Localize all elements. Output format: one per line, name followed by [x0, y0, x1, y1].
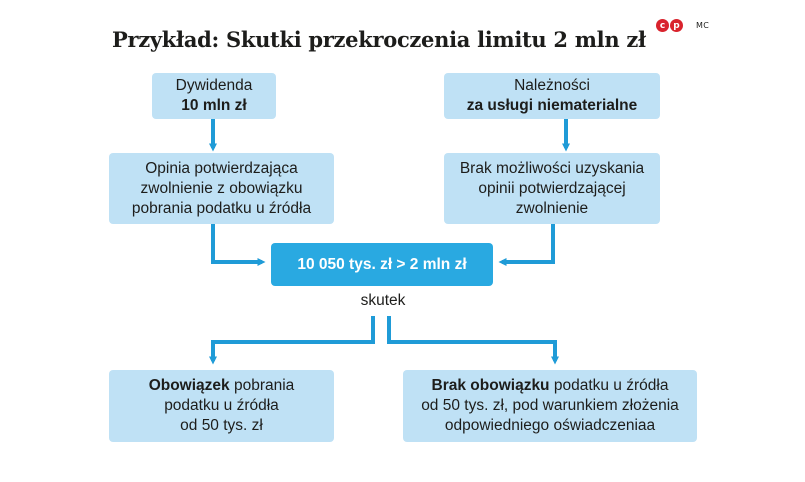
- limit-comparison-box: [271, 243, 493, 286]
- logo-letter-c: c: [656, 19, 669, 32]
- logo-letter-p: p: [670, 19, 683, 32]
- obligation-box: [109, 370, 334, 442]
- no-obligation-box: [403, 370, 697, 442]
- opinion-line-2: zwolnienie z obowiązku: [140, 179, 303, 197]
- no-obligation-rest: podatku u źródła: [549, 377, 669, 394]
- obligation-rest: pobrania: [229, 377, 295, 394]
- receivables-label: Należności: [514, 77, 590, 94]
- opinion-confirming-box: [109, 153, 334, 224]
- obligation-line-3: od 50 tys. zł: [180, 417, 263, 434]
- dividend-amount: 10 mln zł: [181, 97, 247, 114]
- dividend-label: Dywidenda: [175, 77, 253, 94]
- no-opinion-line-1: Brak możliwości uzyskania: [459, 159, 645, 177]
- no-obligation-line-3: odpowiedniego oświadczeniaa: [444, 417, 656, 434]
- limit-comparison-label: 10 050 tys. zł > 2 mln zł: [297, 255, 467, 273]
- no-opinion-line-2: opinii potwierdzającej: [478, 179, 626, 197]
- opinion-line-1: Opinia potwierdzająca: [145, 159, 298, 177]
- no-obligation-bold: Brak obowiązku: [431, 377, 550, 394]
- obligation-line-1: [149, 376, 295, 396]
- arrow-left-to-center: [213, 224, 262, 262]
- no-opinion-box: [444, 153, 660, 224]
- obligation-bold: Obowiązek: [148, 377, 230, 394]
- obligation-line-2: podatku u źródła: [164, 397, 279, 414]
- effect-label: skutek: [360, 292, 406, 309]
- arrow-right-to-center: [502, 224, 553, 262]
- no-obligation-line-2: od 50 tys. zł, pod warunkiem złożenia: [421, 397, 679, 414]
- diagram-title: Przykład: Skutki przekroczenia limitu 2 mln zł: [112, 27, 646, 52]
- receivables-box: [444, 73, 660, 119]
- opinion-line-3: pobrania podatku u źródła: [131, 199, 312, 217]
- no-obligation-line-1: [432, 376, 669, 396]
- logo-suffix: MC: [696, 21, 710, 30]
- arrow-skutek-to-right: [389, 316, 555, 361]
- dividend-box: [152, 73, 276, 119]
- arrow-skutek-to-left: [213, 316, 373, 361]
- receivables-type: za usługi niematerialne: [466, 97, 638, 114]
- no-opinion-line-3: zwolnienie: [515, 199, 589, 217]
